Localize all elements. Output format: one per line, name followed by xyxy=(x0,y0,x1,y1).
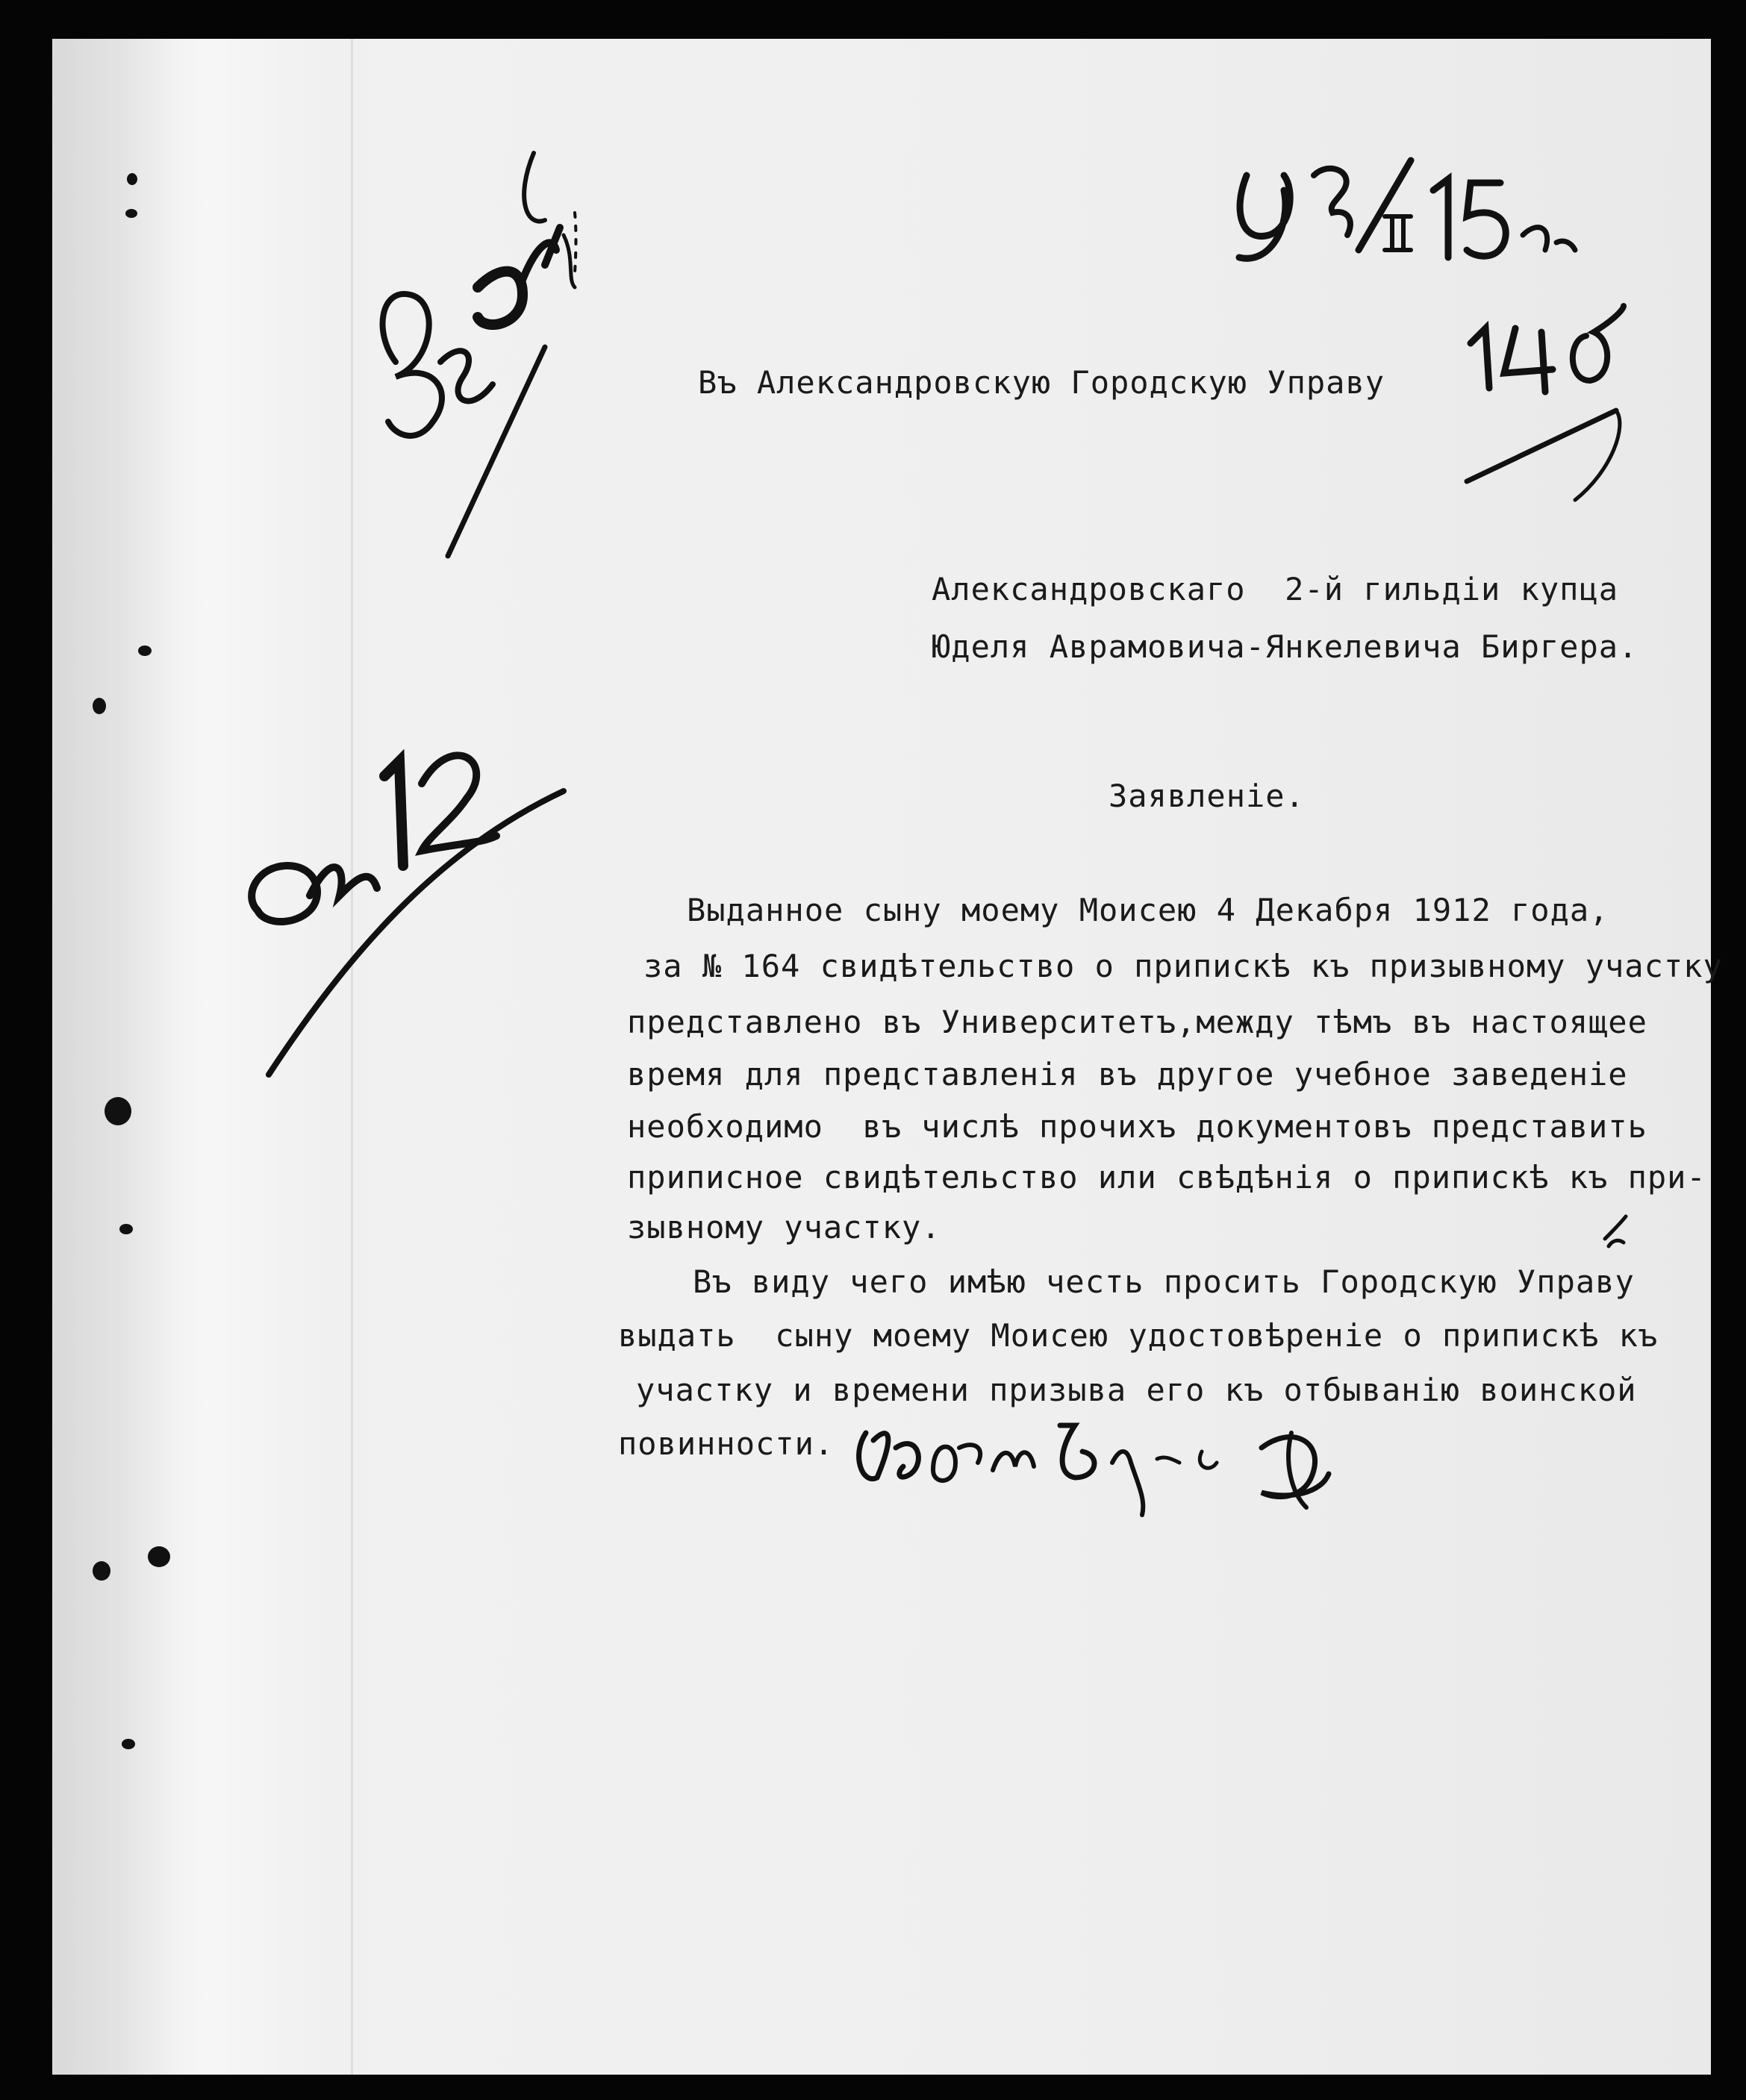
handwritten-signature xyxy=(844,1403,1426,1522)
binding-hole xyxy=(122,1739,135,1749)
handwritten-margin-number xyxy=(243,716,571,1090)
handwritten-date-note xyxy=(1224,146,1612,276)
body-line: зывному участку. xyxy=(627,1209,941,1246)
body-line: необходимо въ числѣ прочихъ документовъ представить xyxy=(627,1108,1647,1145)
body-line: за № 164 свидѣтельство о припискѣ къ призывному участку xyxy=(643,948,1723,984)
body-line: Выданное сыну моему Моисею 4 Декабря 1912 года, xyxy=(687,892,1609,928)
body-line: участку и времени призыва его къ отбыванію воинской xyxy=(636,1372,1637,1408)
binding-hole xyxy=(93,1561,110,1581)
handwritten-resolution xyxy=(351,138,590,571)
addressee-line: Въ Александровскую Городскую Управу xyxy=(698,364,1385,401)
binding-hole xyxy=(148,1546,170,1567)
body-line: представлено въ Университетъ,между тѣмъ въ настоящее xyxy=(627,1004,1647,1040)
binding-hole xyxy=(125,209,137,218)
binding-hole xyxy=(105,1097,131,1125)
body-line: выдать сыну моему Моисею удостовѣреніе о припискѣ къ xyxy=(618,1317,1659,1354)
body-line: повинности. xyxy=(618,1425,835,1462)
binding-hole xyxy=(138,646,152,656)
binding-hole xyxy=(93,698,106,714)
binding-hole xyxy=(127,173,137,185)
sender-line-2: Юделя Аврамовича-Янкелевича Биргера. xyxy=(932,628,1639,665)
body-line: приписное свидѣтельство или свѣдѣнія о припискѣ къ при- xyxy=(627,1159,1706,1196)
binding-hole xyxy=(119,1224,133,1234)
document-title: Заявленіе. xyxy=(1109,778,1305,814)
body-line: время для представленія въ другое учебное заведеніе xyxy=(627,1056,1628,1093)
handwritten-number xyxy=(1463,299,1642,515)
body-line: Въ виду чего имѣю честь просить Городскую Управу xyxy=(693,1263,1635,1300)
ink-mark xyxy=(1597,1209,1635,1254)
sender-line-1: Александровскаго 2-й гильдіи купца xyxy=(932,571,1619,607)
